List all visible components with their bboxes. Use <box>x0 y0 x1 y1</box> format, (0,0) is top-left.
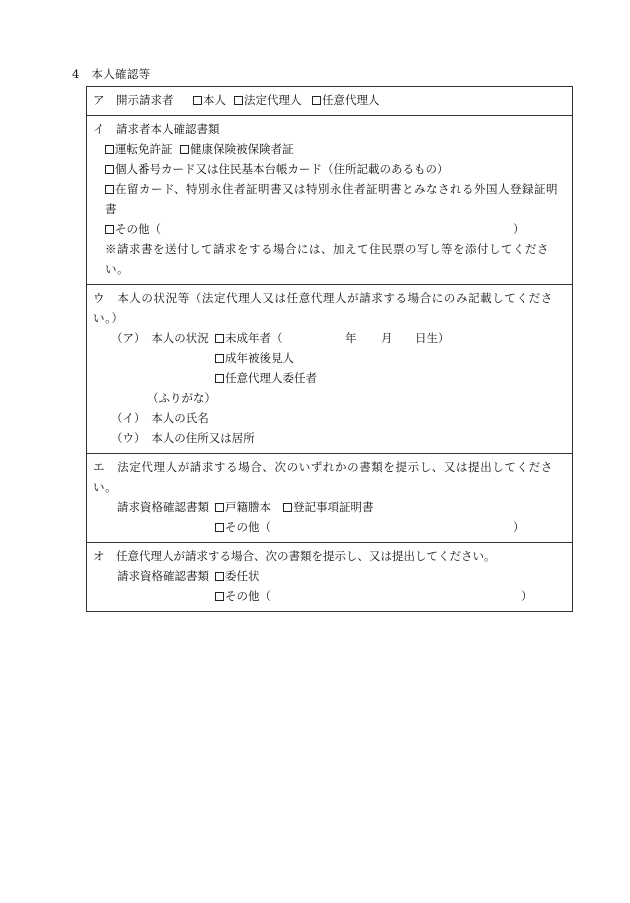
checkbox[interactable] <box>215 523 224 532</box>
legal-representative-title: エ 法定代理人が請求する場合、次のいずれかの書類を提示し、又は提出してください。 <box>93 460 553 494</box>
option-principal[interactable]: 任意代理人委任者 <box>215 368 317 388</box>
qualification-doc-label: 請求資格確認書類 <box>117 569 209 583</box>
birth-year-unit: 年 <box>345 331 357 345</box>
checkbox[interactable] <box>283 503 292 512</box>
checkbox[interactable] <box>215 503 224 512</box>
birth-day-unit: 日生） <box>415 331 450 345</box>
status-label: （ア） 本人の状況 <box>111 331 209 345</box>
principal-status-section <box>87 284 572 453</box>
checkbox[interactable] <box>215 592 224 601</box>
requester-label: ア 開示請求者 <box>93 93 174 107</box>
option-residence-card[interactable]: 在留カード、特別永住者証明書又は特別永住者証明書とみなされる外国人登録証明書 <box>105 182 558 216</box>
mail-request-note: ※請求書を送付して請求をする場合には、加えて住民票の写し等を添付してください。 <box>105 242 549 276</box>
option-voluntary-agent[interactable]: 任意代理人 <box>312 90 380 110</box>
identity-verification-table <box>86 86 573 612</box>
furigana-label: （ふりがな） <box>147 391 216 405</box>
option-drivers-license[interactable]: 運転免許証 <box>105 142 173 156</box>
option-registry-certificate[interactable]: 登記事項証明書 <box>283 497 374 517</box>
option-self[interactable]: 本人 <box>193 90 226 110</box>
option-mynumber-card[interactable]: 個人番号カード又は住民基本台帳カード（住所記載のあるもの） <box>93 159 566 179</box>
option-other-voluntary[interactable]: その他（ <box>215 586 271 606</box>
checkbox[interactable] <box>312 96 321 105</box>
qualification-doc-label: 請求資格確認書類 <box>117 500 209 514</box>
voluntary-agent-title: オ 任意代理人が請求する場合、次の書類を提示し、又は提出してください。 <box>93 549 496 563</box>
option-power-of-attorney[interactable]: 委任状 <box>215 566 260 586</box>
option-legal-representative[interactable]: 法定代理人 <box>234 90 302 110</box>
checkbox[interactable] <box>105 185 114 194</box>
option-health-insurance[interactable]: 健康保険被保険者証 <box>180 142 294 156</box>
section-heading: 4 本人確認等 <box>72 67 151 81</box>
birth-month-unit: 月 <box>381 331 393 345</box>
checkbox[interactable] <box>180 145 189 154</box>
checkbox[interactable] <box>105 225 114 234</box>
id-documents-section <box>87 115 572 284</box>
principal-name-label: （イ） 本人の氏名 <box>111 411 209 425</box>
principal-address-label: （ウ） 本人の住所又は居所 <box>111 431 255 445</box>
checkbox[interactable] <box>215 572 224 581</box>
checkbox[interactable] <box>215 374 224 383</box>
option-minor[interactable]: 未成年者（ <box>215 328 283 348</box>
voluntary-agent-section: オ 任意代理人が請求する場合、次の書類を提示し、又は提出してください。 請求資格確認書類 委任状 その他（ ） <box>87 542 572 611</box>
option-koseki[interactable]: 戸籍謄本 <box>215 497 271 517</box>
checkbox[interactable] <box>193 96 202 105</box>
id-documents-title: イ 請求者本人確認書類 <box>93 122 220 136</box>
option-other-legal[interactable]: その他（ <box>215 517 271 537</box>
checkbox[interactable] <box>215 334 224 343</box>
requester-section <box>87 87 572 115</box>
principal-status-title: ウ 本人の状況等（法定代理人又は任意代理人が請求する場合にのみ記載してください。） <box>93 291 553 325</box>
option-adult-ward[interactable]: 成年被後見人 <box>215 348 294 368</box>
checkbox[interactable] <box>105 145 114 154</box>
option-other-id[interactable]: その他（ ） <box>93 219 566 239</box>
checkbox[interactable] <box>215 354 224 363</box>
checkbox[interactable] <box>105 165 114 174</box>
checkbox[interactable] <box>234 96 243 105</box>
legal-representative-section: エ 法定代理人が請求する場合、次のいずれかの書類を提示し、又は提出してください。 請求資格確認書類 戸籍謄本 登記事項証明書 その他（ ） <box>87 453 572 542</box>
